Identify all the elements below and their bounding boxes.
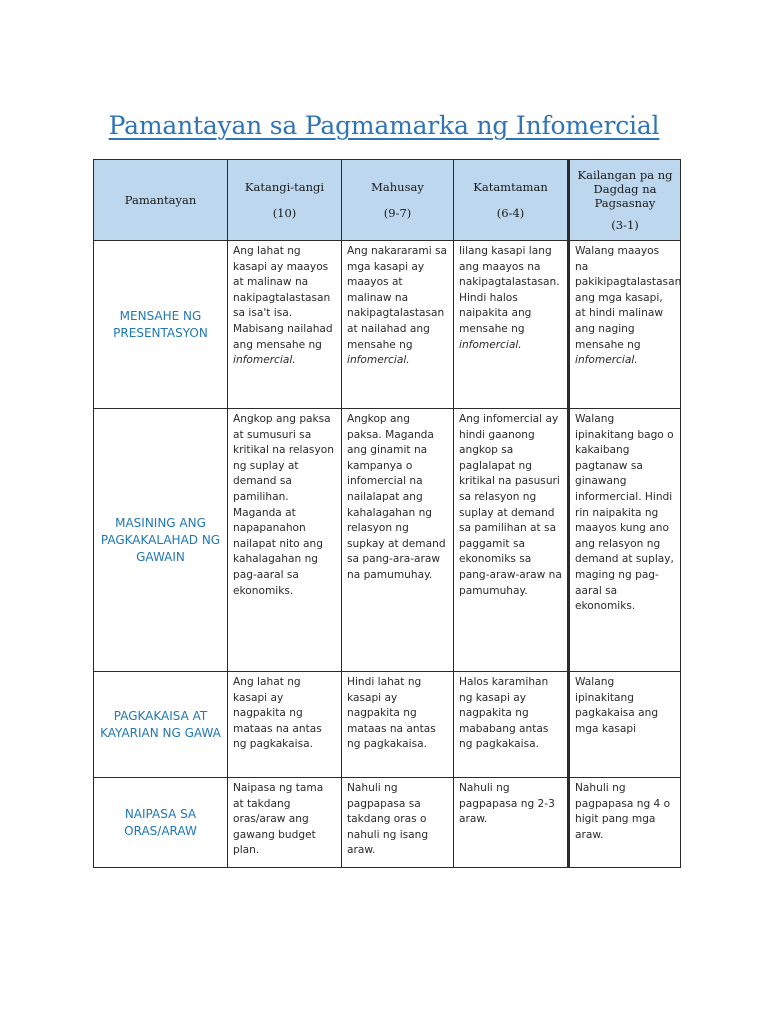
criterion-label: NAIPASA SA ORAS/ARAW — [94, 778, 228, 868]
criterion-label: PAGKAKAISA AT KAYARIAN NG GAWA — [94, 672, 228, 778]
rubric-cell: Walang ipinakitang bago o kakaibang pagtanaw sa ginawang informercial. Hindi rin naipakita ng maayos kung ano ang relasyon ng demand at suplay, maging ng pag-aaral sa ekonomiks. — [569, 409, 681, 672]
level-label: Mahusay — [371, 180, 424, 194]
rubric-cell: Naipasa ng tama at takdang oras/araw ang gawang budget plan. — [228, 778, 342, 868]
header-level-4 — [569, 160, 681, 241]
table-row — [94, 241, 681, 409]
cell-italic: infomercial. — [347, 354, 410, 367]
cell-italic: infomercial. — [575, 354, 638, 367]
header-level-2 — [342, 160, 454, 241]
header-level-3 — [454, 160, 569, 241]
level-range: (9-7) — [383, 206, 412, 220]
rubric-cell: Nahuli ng pagpapasa ng 2-3 araw. — [454, 778, 569, 868]
rubric-cell: Halos karamihan ng kasapi ay nagpakita ng mababang antas ng pagkakaisa. — [454, 672, 569, 778]
cell-text: Iilang kasapi lang ang maayos na nakipagtalastasan. Hindi halos naipakita ang mensahe ng — [459, 245, 560, 335]
level-range: (10) — [272, 206, 297, 220]
level-range: (6-4) — [496, 206, 525, 220]
cell-text: Ang nakararami sa mga kasapi ay maayos at malinaw na nakipagtalastasan at nailahad ang mensahe ng — [347, 245, 448, 351]
cell-text: Walang maayos na pakikipagtalastasan ang mga kasapi, at hindi malinaw ang naging mensahe ng — [575, 245, 682, 351]
rubric-cell: Angkop ang paksa at sumusuri sa kritikal na relasyon ng suplay at demand sa pamilihan. Maganda at napapanahon nailapat nito ang kahalagahan ng pag-aaral sa ekonomiks. — [228, 409, 342, 672]
rubric-cell — [342, 241, 454, 409]
level-label: Katangi-tangi — [244, 180, 325, 194]
cell-text: Ang lahat ng kasapi ay maayos at malinaw na nakipagtalastasan sa isa't isa. Mabisang nailahad ang mensahe ng — [233, 245, 333, 351]
rubric-cell: Nahuli ng pagpapasa ng 4 o higit pang mga araw. — [569, 778, 681, 868]
table-row — [94, 409, 681, 672]
rubric-cell: Angkop ang paksa. Maganda ang ginamit na kampanya o infomercial na nailalapat ang kahalagahan ng relasyon ng supkay at demand sa pang-ara-araw na pamumuhay. — [342, 409, 454, 672]
level-label: Katamtaman — [473, 180, 548, 194]
rubric-cell: Ang lahat ng kasapi ay nagpakita ng mataas na antas ng pagkakaisa. — [228, 672, 342, 778]
criterion-label: MENSAHE NG PRESENTASYON — [94, 241, 228, 409]
rubric-cell: Walang ipinakitang pagkakaisa ang mga kasapi — [569, 672, 681, 778]
criterion-label: MASINING ANG PAGKAKALAHAD NG GAWAIN — [94, 409, 228, 672]
rubric-cell: Ang infomercial ay hindi gaanong angkop sa paglalapat ng kritikal na pasusuri sa relasyon ng suplay at demand sa pamilihan at sa paggamit sa ekonomiks sa pang-araw-araw na pamumuhay. — [454, 409, 569, 672]
cell-italic: infomercial. — [233, 354, 296, 367]
header-level-1 — [228, 160, 342, 241]
rubric-cell: Hindi lahat ng kasapi ay nagpakita ng mataas na antas ng pagkakaisa. — [342, 672, 454, 778]
table-row — [94, 778, 681, 868]
document-title: Pamantayan sa Pagmamarka ng Infomercial — [108, 111, 660, 140]
header-criteria: Pamantayan — [94, 160, 228, 241]
rubric-cell: Nahuli ng pagpapasa sa takdang oras o nahuli ng isang araw. — [342, 778, 454, 868]
rubric-cell — [454, 241, 569, 409]
table-row — [94, 672, 681, 778]
level-range: (3-1) — [611, 218, 639, 232]
rubric-cell — [569, 241, 681, 409]
rubric-cell — [228, 241, 342, 409]
table-header-row — [94, 160, 681, 241]
rubric-table — [93, 159, 681, 868]
level-label: Kailangan pa ng Dagdag na Pagsasnay — [577, 168, 673, 210]
cell-italic: infomercial. — [459, 338, 522, 351]
